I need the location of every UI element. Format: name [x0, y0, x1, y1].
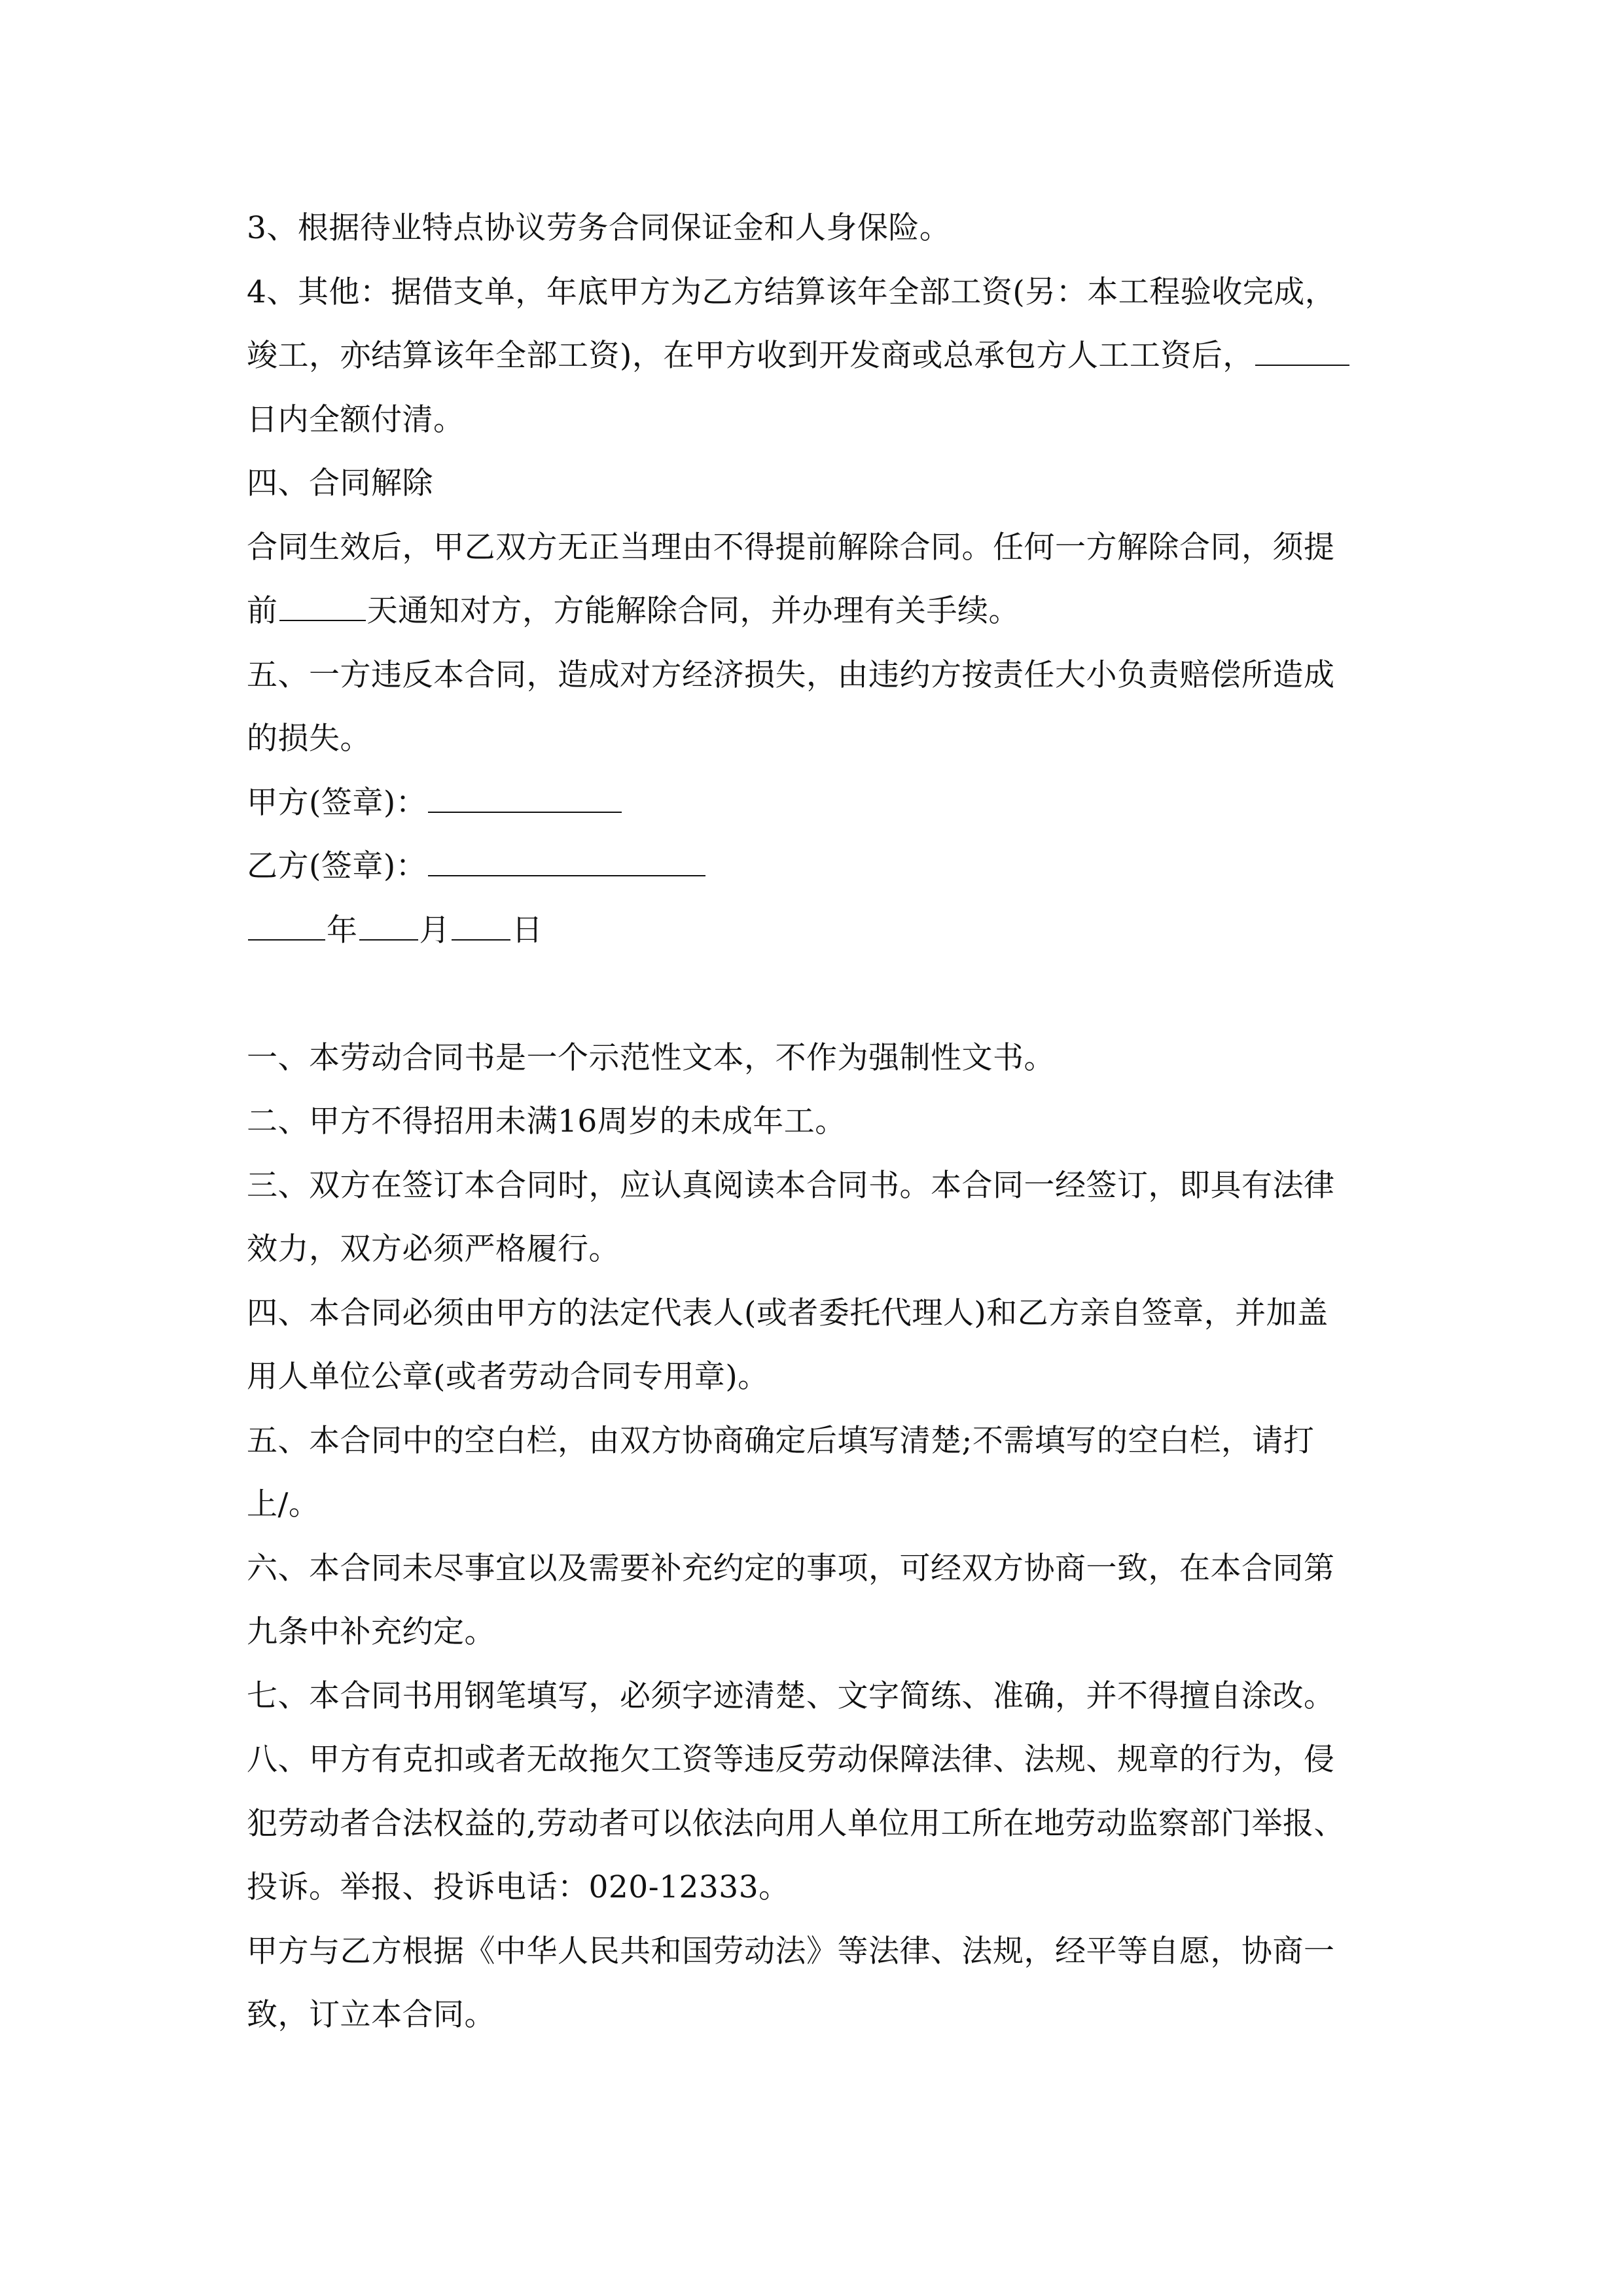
note-7: 七、本合同书用钢笔填写，必须字迹清楚、文字简练、准确，并不得擅自涂改。	[247, 1677, 1335, 1714]
note-2: 二、甲方不得招用未满16周岁的未成年工。	[247, 1103, 846, 1139]
party-b-label: 乙方(签章)：	[247, 848, 427, 884]
month-blank	[359, 910, 418, 941]
spacer	[247, 962, 1392, 1026]
note-3-line2: 效力，双方必须严格履行。	[247, 1231, 620, 1267]
day-blank	[452, 910, 510, 941]
clause-item-4-line2	[247, 324, 1392, 388]
note-4-line2: 用人单位公章(或者劳动合同专用章)。	[247, 1359, 769, 1395]
note-8-line3: 投诉。举报、投诉电话：020-12333。	[247, 1869, 790, 1905]
termination-line2	[247, 579, 1392, 643]
party-b-signature	[247, 834, 1392, 899]
clause-item-4-line2-text: 竣工，亦结算该年全部工资)，在甲方收到开发商或总承包方人工工资后，	[247, 338, 1254, 374]
clause-item-3: 3、根据待业特点协议劳务合同保证金和人身保险。	[247, 210, 951, 246]
termination-line2-after: 天通知对方，方能解除合同，并办理有关手续。	[366, 593, 1020, 629]
note-8-line2: 犯劳动者合法权益的,劳动者可以依法向用人单位用工所在地劳动监察部门举报、	[247, 1805, 1345, 1842]
party-a-signature	[247, 771, 1392, 835]
party-a-label: 甲方(签章)：	[247, 784, 427, 821]
note-8-line1: 八、甲方有克扣或者无故拖欠工资等违反劳动保障法律、法规、规章的行为，侵	[247, 1742, 1335, 1778]
clause-item-4-line1: 4、其他：据借支单，年底甲方为乙方结算该年全部工资(另：本工程验收完成，	[247, 274, 1336, 310]
breach-line2: 的损失。	[247, 721, 371, 757]
termination-line2-before: 前	[247, 593, 278, 629]
month-label: 月	[419, 912, 450, 948]
note-3-line1: 三、双方在签订本合同时，应认真阅读本合同书。本合同一经签订，即具有法律	[247, 1167, 1335, 1204]
note-6-line2: 九条中补充约定。	[247, 1614, 495, 1650]
signing-date	[247, 899, 1392, 963]
closing-line2: 致，订立本合同。	[247, 1997, 495, 2033]
party-a-signature-blank	[428, 783, 622, 813]
year-blank	[248, 910, 325, 941]
note-1: 一、本劳动合同书是一个示范性文本，不作为强制性文书。	[247, 1039, 1055, 1076]
year-label: 年	[327, 912, 358, 948]
closing-line1: 甲方与乙方根据《中华人民共和国劳动法》等法律、法规，经平等自愿，协商一	[247, 1933, 1335, 1969]
note-6-line1: 六、本合同未尽事宜以及需要补充约定的事项，可经双方协商一致，在本合同第	[247, 1550, 1335, 1587]
clause-item-4-line3: 日内全额付清。	[247, 401, 465, 438]
contract-text	[247, 196, 1392, 2047]
note-5-line1: 五、本合同中的空白栏，由双方协商确定后填写清楚;不需填写的空白栏，请打	[247, 1422, 1315, 1459]
notice-days-blank	[279, 591, 366, 621]
breach-line1: 五、一方违反本合同，造成对方经济损失，由违约方按责任大小负责赔偿所造成	[247, 656, 1335, 693]
note-5-line2: 上/。	[247, 1486, 320, 1522]
termination-line1: 合同生效后，甲乙双方无正当理由不得提前解除合同。任何一方解除合同，须提	[247, 529, 1335, 565]
day-label: 日	[512, 912, 543, 948]
note-4-line1: 四、本合同必须由甲方的法定代表人(或者委托代理人)和乙方亲自签章，并加盖	[247, 1295, 1329, 1331]
section-heading-termination: 四、合同解除	[247, 465, 433, 501]
payment-days-blank	[1255, 336, 1349, 366]
party-b-signature-blank	[428, 846, 705, 876]
